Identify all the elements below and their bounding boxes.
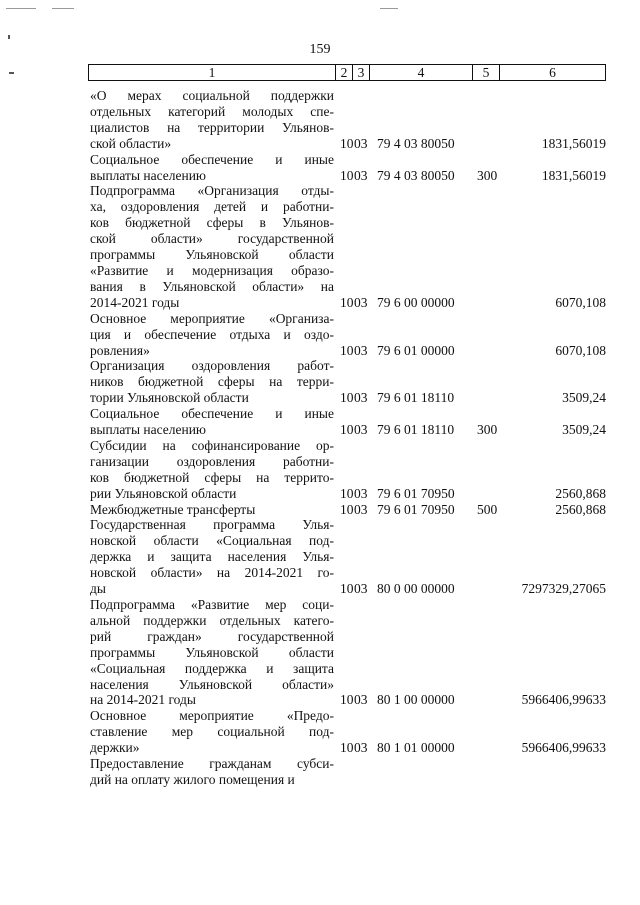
row-name-line: рии Ульяновской области (90, 485, 237, 501)
cell-c4: 79 6 01 18110 (377, 422, 455, 438)
row-name-line: ровления» (90, 342, 150, 358)
table-row (90, 183, 606, 310)
row-name-line: Предоставление гражданам субси- (90, 756, 334, 772)
row-name (90, 358, 334, 406)
table-row (90, 88, 606, 152)
cell-c5: 300 (477, 422, 498, 438)
cell-c2: 10 (340, 422, 354, 438)
cell-c6: 6070,108 (555, 342, 606, 358)
row-name-line: ской области» (90, 135, 172, 151)
row-name-line: Подпрограмма «Организация отды- (90, 183, 334, 199)
row-name-line: альной поддержки отдельных катего- (90, 612, 334, 628)
row-name (90, 438, 334, 502)
row-name-line: дий на оплату жилого помещения и (90, 771, 295, 787)
row-name-line: рий граждан» государственной (90, 628, 334, 644)
row-name-line: ской области» государственной (90, 231, 334, 247)
table-row (90, 438, 606, 502)
header-col-1: 1 (89, 65, 336, 80)
cell-c3: 03 (354, 135, 368, 151)
cell-c4: 80 0 00 00000 (377, 581, 455, 597)
table-row (90, 517, 606, 597)
row-name-line: населения Ульяновской области» (90, 676, 334, 692)
row-name-line: отдельных категорий молодых спе- (90, 103, 334, 119)
cell-c5: 500 (477, 501, 498, 517)
scan-artifact (8, 35, 10, 39)
cell-c4: 79 6 00 00000 (377, 294, 455, 310)
row-name (90, 183, 334, 310)
cell-c3: 03 (354, 740, 368, 756)
cell-c2: 10 (340, 342, 354, 358)
cell-c4: 79 6 01 70950 (377, 485, 455, 501)
table-row (90, 406, 606, 438)
row-name-line: Основное мероприятие «Предо- (90, 708, 334, 724)
header-col-5: 5 (473, 65, 500, 80)
row-name (90, 311, 334, 359)
row-name-line: ция и обеспечение отдыха и оздо- (90, 326, 334, 342)
row-name (90, 756, 334, 788)
cell-c6: 2560,868 (555, 485, 606, 501)
row-name-line: ды (90, 581, 106, 597)
scan-artifact (6, 8, 36, 9)
cell-c4: 79 6 01 70950 (377, 501, 455, 517)
table-row (90, 152, 606, 184)
cell-c2: 10 (340, 135, 354, 151)
row-name (90, 708, 334, 756)
row-name-line: выплаты населению (90, 167, 207, 183)
table-row (90, 708, 606, 756)
cell-c4: 79 4 03 80050 (377, 167, 455, 183)
row-name-line: «Развитие и модернизация образо- (90, 262, 334, 278)
cell-c2: 10 (340, 167, 354, 183)
cell-c6: 2560,868 (555, 501, 606, 517)
row-name-line: ставление мер социальной под- (90, 724, 334, 740)
cell-c3: 03 (354, 692, 368, 708)
cell-c4: 79 6 01 18110 (377, 390, 455, 406)
row-name-line: циалистов на территории Ульянов- (90, 119, 334, 135)
table-row (90, 597, 606, 708)
cell-c4: 79 4 03 80050 (377, 135, 455, 151)
cell-c4: 80 1 01 00000 (377, 740, 455, 756)
header-col-6: 6 (549, 64, 556, 80)
row-name (90, 517, 334, 597)
table-header (88, 64, 606, 81)
row-name-line: Социальное обеспечение и иные (90, 406, 334, 422)
row-name (90, 88, 334, 152)
cell-c6: 3509,24 (562, 422, 606, 438)
row-name-line: программы Ульяновской области (90, 644, 334, 660)
cell-c2: 10 (340, 501, 354, 517)
cell-c3: 03 (354, 485, 368, 501)
cell-c5: 300 (477, 167, 498, 183)
header-col-2: 2 (336, 65, 353, 80)
cell-c6: 5966406,99633 (521, 692, 606, 708)
row-name-line: тории Ульяновской области (90, 390, 249, 406)
cell-c2: 10 (340, 390, 354, 406)
cell-c2: 10 (340, 581, 354, 597)
row-name-line: Субсидии на софинансирование ор- (90, 437, 334, 453)
row-name-line: ков бюджетной сферы на террито- (90, 469, 334, 485)
row-name (90, 502, 334, 518)
cell-c2: 10 (340, 740, 354, 756)
cell-c3: 03 (354, 342, 368, 358)
row-name-line: ков бюджетной сферы в Ульянов- (90, 215, 334, 231)
header-col-4: 4 (370, 65, 473, 80)
row-name-line: выплаты населению (90, 422, 207, 438)
row-name (90, 406, 334, 438)
cell-c2: 10 (340, 692, 354, 708)
row-name-line: Межбюджетные трансферты (90, 501, 256, 517)
cell-c6: 6070,108 (555, 294, 606, 310)
table-row (90, 358, 606, 406)
table-row (90, 502, 606, 518)
row-name-line: 2014-2021 годы (90, 294, 180, 310)
cell-c2: 10 (340, 294, 354, 310)
row-name-line: новской области «Социальная под- (90, 533, 334, 549)
row-name-line: ха, оздоровления детей и работни- (90, 199, 334, 215)
page-number: 159 (309, 42, 331, 57)
row-name-line: Социальное обеспечение и иные (90, 151, 334, 167)
row-name-line: держка и защита населения Улья- (90, 549, 334, 565)
cell-c2: 10 (340, 485, 354, 501)
row-name-line: «Социальная поддержка и защита (90, 660, 334, 676)
row-name-line: держки» (90, 740, 140, 756)
row-name-line: вания в Ульяновской области» на (90, 278, 334, 294)
row-name-line: Подпрограмма «Развитие мер соци- (90, 597, 334, 612)
cell-c3: 03 (354, 422, 368, 438)
scan-artifact (9, 72, 14, 74)
row-name-line: ганизации оздоровления работни- (90, 453, 334, 469)
row-name (90, 152, 334, 184)
row-name-line: Организация оздоровления работ- (90, 358, 334, 374)
cell-c3: 03 (354, 294, 368, 310)
cell-c6: 1831,56019 (541, 167, 606, 183)
table-row (90, 311, 606, 359)
row-name-line: Основное мероприятие «Организа- (90, 310, 334, 326)
row-name-line: программы Ульяновской области (90, 247, 334, 263)
row-name-line: «О мерах социальной поддержки (90, 88, 334, 103)
row-name-line: ников бюджетной сферы на терри- (90, 374, 334, 390)
table-row (90, 756, 606, 788)
row-name-line: новской области» на 2014-2021 го- (90, 565, 334, 581)
cell-c3: 03 (354, 501, 368, 517)
cell-c6: 1831,56019 (541, 135, 606, 151)
cell-c3: 03 (354, 581, 368, 597)
cell-c6: 7297329,27065 (521, 581, 606, 597)
cell-c3: 03 (354, 167, 368, 183)
cell-c4: 80 1 00 00000 (377, 692, 455, 708)
cell-c6: 3509,24 (562, 390, 606, 406)
table-body (90, 88, 606, 788)
row-name-line: Государственная программа Улья- (90, 517, 334, 533)
header-col-3: 3 (353, 65, 370, 80)
scan-artifact (52, 8, 74, 9)
row-name (90, 597, 334, 708)
scan-artifact (380, 8, 398, 9)
cell-c3: 03 (354, 390, 368, 406)
row-name-line: на 2014-2021 годы (90, 692, 196, 708)
cell-c4: 79 6 01 00000 (377, 342, 455, 358)
cell-c6: 5966406,99633 (521, 740, 606, 756)
